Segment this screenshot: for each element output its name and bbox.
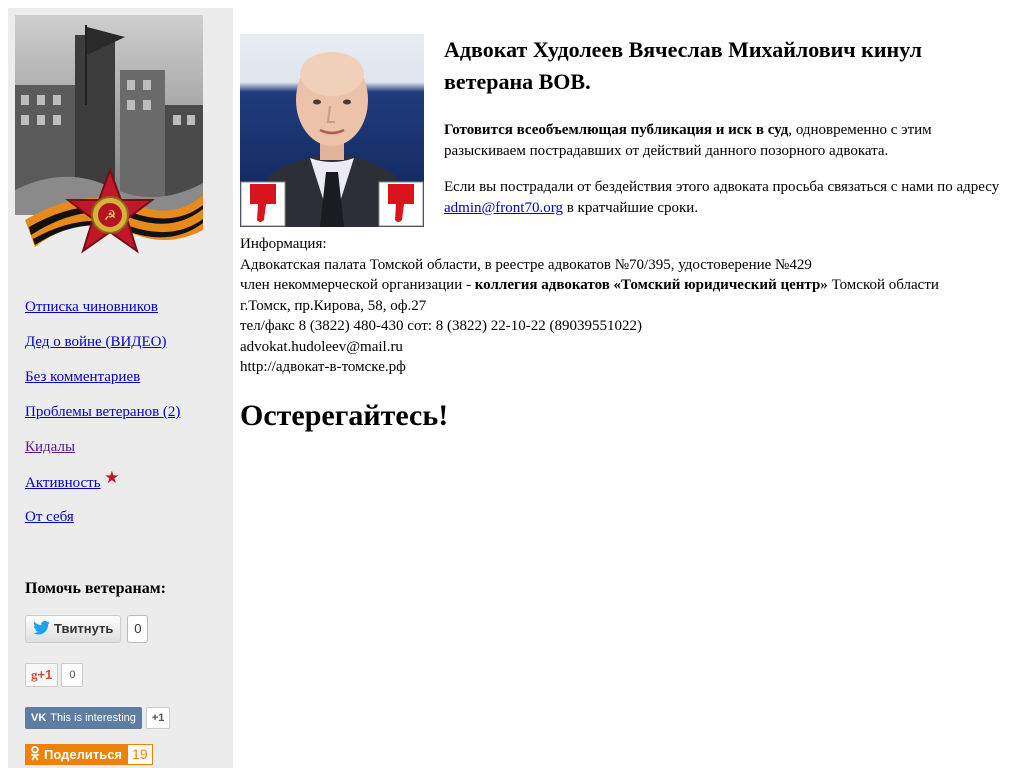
twitter-share [25, 615, 148, 643]
gplus-label: +1 [37, 667, 53, 682]
email-link[interactable]: admin@front70.org [444, 200, 563, 216]
warning-heading: Остерегайтесь! [240, 399, 449, 432]
announcement-rest: , одновременно с этим разыскиваем пострадавших от действий данного позорного адвоката. [444, 122, 932, 159]
article-paragraph-2 [444, 177, 1004, 219]
nav-item-bez-kommentariev [25, 368, 180, 403]
info-org-suffix: Томской области [827, 277, 939, 293]
ok-share-button[interactable] [25, 744, 127, 765]
nav-link[interactable]: Без комментариев [25, 369, 141, 385]
info-email-line: advokat.hudoleev@mail.ru [240, 338, 403, 355]
vk-logo-icon: VK [31, 712, 47, 724]
nav-item-problemy [25, 403, 180, 438]
gplus-button[interactable]: g+1 [25, 663, 58, 687]
odnoklassniki-icon [30, 746, 40, 761]
ok-count: 19 [127, 744, 153, 765]
vk-like-button[interactable] [25, 707, 142, 729]
sidebar [8, 8, 233, 768]
victory-logo-image[interactable] [15, 15, 203, 275]
nav-item-otpiska [25, 298, 180, 333]
tweet-count: 0 [127, 615, 148, 643]
lawyer-photo [240, 34, 424, 227]
svg-text:☭: ☭ [103, 208, 117, 224]
help-veterans-heading: Помочь ветеранам: [25, 580, 166, 597]
info-org-name: коллегия адвокатов «Томский юридический центр» [474, 277, 828, 293]
info-org-prefix: член некоммерческой организации - [240, 277, 475, 293]
vk-label: This is interesting [50, 712, 136, 724]
vk-count: +1 [146, 707, 171, 729]
nav-link[interactable]: Активность [25, 475, 101, 491]
info-registry-line: Адвокатская палата Томской области, в реестре адвокатов №70/395, удостоверение №429 [240, 256, 812, 273]
article-title: Адвокат Худолеев Вячеслав Михайлович кинул ветерана ВОВ. [444, 37, 922, 94]
nav-link[interactable]: Отписка чиновников [25, 299, 158, 315]
gplus-share [25, 663, 83, 687]
twitter-bird-icon [33, 621, 50, 635]
contact-text-end: в кратчайшие сроки. [562, 200, 699, 216]
vk-share [25, 707, 170, 729]
lawyer-info-block [240, 234, 1010, 378]
info-organization-line [240, 275, 1010, 296]
tweet-label: Твитнуть [54, 621, 114, 636]
nav-item-ded-video [25, 333, 180, 368]
sidebar-nav [25, 298, 180, 543]
info-phone-line: тел/факс 8 (3822) 480-430 сот: 8 (3822) 22-10-22 (89039551022) [240, 318, 642, 334]
gplus-count: 0 [61, 663, 83, 687]
nav-link[interactable]: Проблемы ветеранов (2) [25, 404, 181, 420]
info-website-line: http://адвокат-в-томске.рф [240, 359, 406, 375]
nav-item-kidaly [25, 438, 180, 473]
star-icon: ★ [104, 468, 120, 487]
nav-item-ot-sebya [25, 508, 180, 543]
info-address-line: г.Томск, пр.Кирова, 58, оф.27 [240, 297, 427, 314]
info-heading: Информация: [240, 236, 327, 252]
ok-share [25, 744, 153, 765]
nav-link[interactable]: Кидалы [25, 439, 76, 455]
contact-text: Если вы пострадали от бездействия этого адвоката просьба связаться с нами по адресу [444, 179, 1000, 195]
announcement-bold: Готовится всеобъемлющая публикация и иск в суд [444, 122, 789, 138]
nav-link[interactable]: Дед о войне (ВИДЕО) [25, 334, 167, 350]
tweet-button[interactable] [25, 615, 121, 643]
ok-label: Поделиться [44, 747, 123, 762]
nav-link[interactable]: От себя [25, 509, 74, 525]
article-paragraph-1 [444, 120, 1004, 162]
nav-item-aktivnost [25, 468, 180, 508]
